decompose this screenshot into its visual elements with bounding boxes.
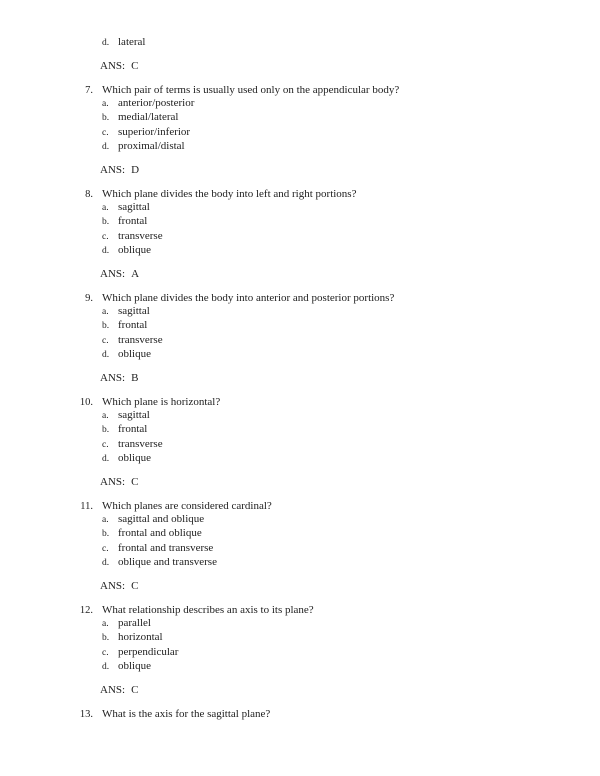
answer-value: C <box>131 60 139 73</box>
question-body <box>100 97 600 178</box>
option-row <box>100 452 600 466</box>
options-list <box>100 617 600 674</box>
answer-row <box>100 268 600 281</box>
option-text: medial/lateral <box>118 111 179 124</box>
option-row <box>100 334 600 348</box>
answer-label: ANS: <box>100 476 126 489</box>
option-text: sagittal <box>118 201 150 214</box>
question-body <box>100 409 600 490</box>
option-text: transverse <box>118 229 163 242</box>
option-text: frontal <box>118 423 148 436</box>
option-text: proximal/distal <box>118 139 185 152</box>
question-body <box>100 201 600 282</box>
question-text: Which planes are considered cardinal? <box>102 499 272 512</box>
question-number: 11. <box>80 500 93 512</box>
option-text: sagittal <box>118 408 150 421</box>
question-body <box>100 617 600 698</box>
option-row <box>100 305 600 319</box>
question-block <box>0 500 600 594</box>
question-number: 8. <box>85 188 93 200</box>
option-text: horizontal <box>118 631 163 644</box>
option-letter: a. <box>102 307 109 318</box>
option-text: parallel <box>118 616 151 629</box>
options-list <box>100 305 600 362</box>
option-row <box>100 617 600 631</box>
option-letter: d. <box>102 349 110 360</box>
question-block <box>0 292 600 386</box>
answer-label: ANS: <box>100 268 126 281</box>
question-row <box>0 396 600 409</box>
questions-container <box>0 84 600 721</box>
question-text: What is the axis for the sagittal plane? <box>102 707 271 720</box>
question-body <box>100 305 600 386</box>
option-row <box>100 36 600 50</box>
option-text: sagittal and oblique <box>118 512 205 525</box>
option-row <box>100 97 600 111</box>
option-row <box>100 319 600 333</box>
option-text: oblique <box>118 451 151 464</box>
option-letter: b. <box>102 425 110 436</box>
option-letter: a. <box>102 618 109 629</box>
option-letter: d. <box>102 141 110 152</box>
option-text: transverse <box>118 333 163 346</box>
option-row <box>100 230 600 244</box>
answer-value: D <box>131 164 140 177</box>
option-text: frontal and transverse <box>118 541 214 554</box>
option-text: superior/inferior <box>118 125 191 138</box>
option-row <box>100 646 600 660</box>
answer-row <box>100 580 600 593</box>
question-number: 9. <box>85 292 93 304</box>
answer-value: C <box>131 684 139 697</box>
option-row <box>100 631 600 645</box>
option-letter: c. <box>102 335 109 346</box>
question-block <box>0 604 600 698</box>
answer-label: ANS: <box>100 580 126 593</box>
question-fragment <box>100 36 600 74</box>
option-row <box>100 660 600 674</box>
answer-value: B <box>131 372 139 385</box>
answer-value: A <box>131 268 140 281</box>
option-row <box>100 140 600 154</box>
answer-label: ANS: <box>100 164 126 177</box>
question-body <box>100 513 600 594</box>
question-row <box>0 188 600 201</box>
option-letter: d. <box>102 38 110 48</box>
option-row <box>100 527 600 541</box>
option-letter: a. <box>102 410 109 421</box>
option-letter: b. <box>102 633 110 644</box>
option-row <box>100 111 600 125</box>
option-letter: c. <box>102 439 109 450</box>
question-number: 7. <box>85 84 93 96</box>
option-letter: c. <box>102 647 109 658</box>
question-text: Which plane divides the body into left and right portions? <box>102 187 357 200</box>
options-list <box>100 409 600 466</box>
answer-row <box>100 372 600 385</box>
answer-row <box>100 476 600 489</box>
question-row <box>0 708 600 721</box>
option-text: transverse <box>118 437 163 450</box>
question-number: 13. <box>79 708 93 720</box>
question-row <box>0 292 600 305</box>
option-row <box>100 423 600 437</box>
option-row <box>100 556 600 570</box>
question-number: 10. <box>79 396 93 408</box>
option-letter: c. <box>102 231 109 242</box>
question-block <box>0 396 600 490</box>
question-block <box>0 84 600 178</box>
options-list <box>100 97 600 154</box>
option-letter: b. <box>102 217 110 228</box>
question-text: Which plane is horizontal? <box>102 395 221 408</box>
question-text: Which pair of terms is usually used only on the appendicular body? <box>102 83 400 96</box>
options-list <box>100 201 600 258</box>
question-row <box>0 500 600 513</box>
option-letter: d. <box>102 453 110 464</box>
options-list <box>100 513 600 570</box>
option-row <box>100 244 600 258</box>
option-text: sagittal <box>118 305 150 318</box>
option-text: frontal and oblique <box>118 527 202 540</box>
question-row <box>0 84 600 97</box>
option-letter: a. <box>102 203 109 214</box>
answer-row <box>100 164 600 177</box>
question-row <box>0 604 600 617</box>
question-number: 12. <box>79 604 93 616</box>
answer-row <box>100 60 600 73</box>
answer-label: ANS: <box>100 684 126 697</box>
option-row <box>100 409 600 423</box>
option-letter: d. <box>102 661 110 672</box>
option-letter: b. <box>102 321 110 332</box>
option-row <box>100 201 600 215</box>
question-text: What relationship describes an axis to its plane? <box>102 603 314 616</box>
option-letter: b. <box>102 529 110 540</box>
answer-value: C <box>131 476 139 489</box>
option-text: frontal <box>118 215 148 228</box>
option-letter: d. <box>102 245 110 256</box>
question-block <box>0 708 600 721</box>
question-text: Which plane divides the body into anterior and posterior portions? <box>102 291 395 304</box>
option-letter: d. <box>102 557 110 568</box>
option-text: oblique <box>118 659 151 672</box>
option-text: oblique <box>118 347 151 360</box>
option-row <box>100 348 600 362</box>
option-text: anterior/posterior <box>118 97 195 110</box>
option-row <box>100 542 600 556</box>
option-letter: a. <box>102 99 109 110</box>
option-text: oblique and transverse <box>118 555 217 568</box>
answer-value: C <box>131 580 139 593</box>
option-text: frontal <box>118 319 148 332</box>
answer-label: ANS: <box>100 372 126 385</box>
option-row <box>100 215 600 229</box>
option-letter: a. <box>102 514 109 525</box>
option-row <box>100 513 600 527</box>
answer-label: ANS: <box>100 60 126 73</box>
option-letter: c. <box>102 543 109 554</box>
option-row <box>100 126 600 140</box>
option-text: perpendicular <box>118 645 179 658</box>
option-letter: b. <box>102 113 110 124</box>
option-text: oblique <box>118 243 151 256</box>
option-text: lateral <box>118 36 146 48</box>
question-block <box>0 188 600 282</box>
option-row <box>100 438 600 452</box>
option-letter: c. <box>102 127 109 138</box>
answer-row <box>100 684 600 697</box>
